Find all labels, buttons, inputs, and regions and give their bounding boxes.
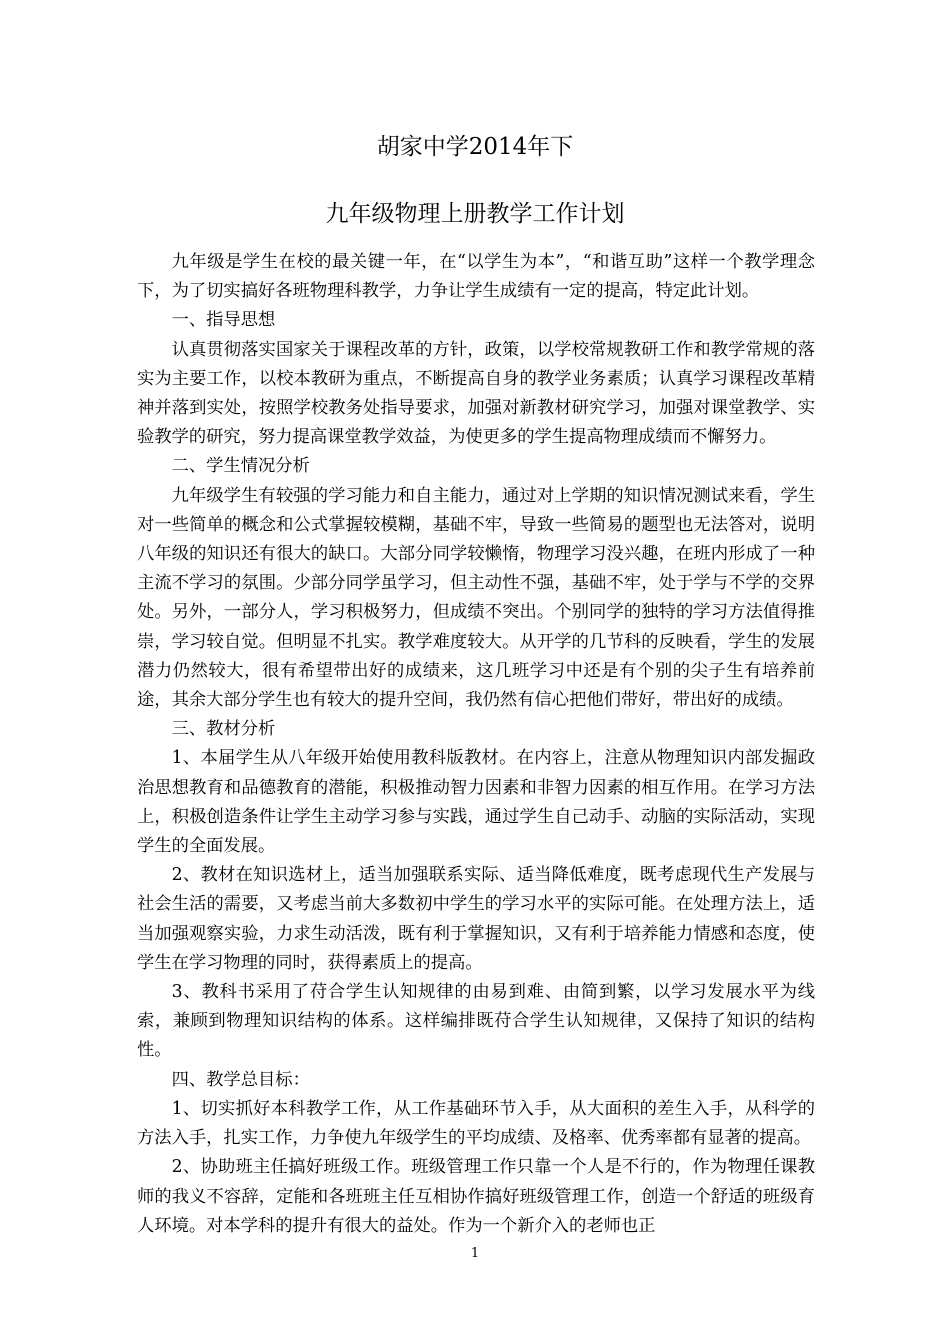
section-paragraph: 2、教材在知识选材上，适当加强联系实际、适当降低难度，既考虑现代生产发展与社会生活的需要，又考虑当前大多数初中学生的学习水平的实际可能。在处理方法上，适当加强观察实验，力求生动活泼，既有利于掌握知识，又有利于培养能力情感和态度，使学生在学习物理的同时，获得素质上的提高。: [137, 865, 815, 973]
section-paragraph: 1、本届学生从八年级开始使用教科版教材。在内容上，注意从物理知识内部发掘政治思想教育和品德教育的潜能，积极推动智力因素和非智力因素的相互作用。在学习方法上，积极创造条件让学生主动学习参与实践，通过学生自己动手、动脑的实际活动，实现学生的全面发展。: [137, 748, 815, 857]
intro-paragraph: 九年级是学生在校的最关键一年，在“以学生为本”，“和谐互助”这样一个教学理念下，为了切实搞好各班物理科教学，力争让学生成绩有一定的提高，特定此计划。: [137, 252, 815, 302]
section-paragraph: 认真贯彻落实国家关于课程改革的方针，政策，以学校常规教研工作和教学常规的落实为主要工作，以校本教研为重点，不断提高自身的教学业务素质；认真学习课程改革精神并落到实处，按照学校教务处指导要求，加强对新教材研究学习，加强对课堂教学、实验教学的研究，努力提高课堂教学效益，为使更多的学生提高物理成绩而不懈努力。: [137, 339, 815, 448]
section-paragraph: 3、教科书采用了苻合学生认知规律的由易到难、由简到繁，以学习发展水平为线索，兼顾到物理知识结构的体系。这样编排既苻合学生认知规律，又保持了知识的结构性。: [137, 982, 815, 1061]
document-body: [137, 248, 815, 1241]
section-heading-guiding-ideology: 一、指导思想: [171, 310, 276, 331]
section-heading-student-analysis: 二、学生情况分析: [171, 456, 310, 477]
document-title-line2: 九年级物理上册教学工作计划: [325, 201, 625, 227]
document-title-line1: 胡家中学2014年下: [376, 134, 574, 160]
section-paragraph: 2、协助班主任搞好班级工作。班级管理工作只靠一个人是不行的，作为物理任课教师的我义不容辞，定能和各班班主任互相协作搞好班级管理工作，创造一个舒适的班级育人环境。对本学科的提升有很大的益处。作为一个新介入的老师也正: [137, 1157, 815, 1236]
section-heading-teaching-goals: 四、教学总目标：: [171, 1069, 310, 1090]
section-paragraph: 九年级学生有较强的学习能力和自主能力，通过对上学期的知识情况测试来看，学生对一些简单的概念和公式掌握较模糊，基础不牢，导致一些简易的题型也无法答对，说明八年级的知识还有很大的缺口。大部分同学较懒惰，物理学习没兴趣，在班内形成了一种主流不学习的氛围。少部分同学虽学习，但主动性不强，基础不牢，处于学与不学的交界处。另外，一部分人，学习积极努力，但成绩不突出。个别同学的独特的学习方法值得推崇，学习较自觉。但明显不扎实。教学难度较大。从开学的几节科的反映看，学生的发展潜力仍然较大，很有希望带出好的成绩来，这几班学习中还是有个别的尖子生有培养前途，其余大部分学生也有较大的提升空间，我仍然有信心把他们带好，带出好的成绩。: [137, 485, 815, 711]
section-paragraph: 1、切实抓好本科教学工作，从工作基础环节入手，从大面积的差生入手，从科学的方法入手，扎实工作，力争使九年级学生的平均成绩、及格率、优秀率都有显著的提高。: [137, 1098, 815, 1149]
section-heading-textbook-analysis: 三、教材分析: [171, 719, 276, 740]
page-number: 1: [470, 1246, 480, 1261]
